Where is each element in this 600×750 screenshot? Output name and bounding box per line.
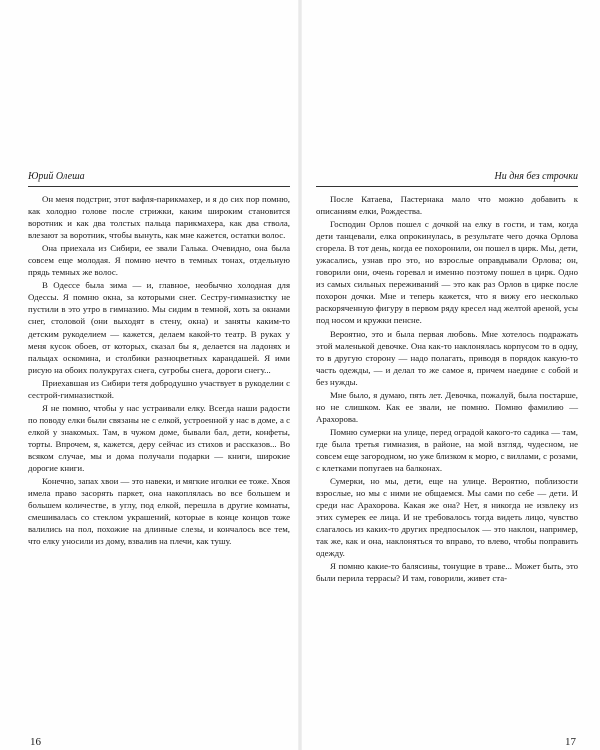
left-paragraph: Я не помню, чтобы у нас устраивали елку. Всегда наши радости по поводу елки были связаны не с елкой, устроенной у нас в доме, а с елкой у знакомых. Там, в чужом доме, бывали бал, дети, конфеты, торты. Впрочем, я, кажется, деру сейчас из стихов и рассказов... Во всяком случае, мы и дома получали подарки — книги, широкие дорогие книги.: [28, 402, 290, 474]
left-paragraph: Конечно, запах хвои — это навеки, и мягкие иголки ее тоже. Хвоя имела право засорять паркет, она накоплялась во все большем и большем количестве, в углу, под елкой, перешла в другие комнаты, смешивалась со стеклом украшений, которые в конце концов тоже валились на пол, похожие на длинные слезы, и кончалось все тем, что елку уносили из дому, взвалив на плечи, как тушу.: [28, 476, 290, 547]
left-page-number: 16: [30, 736, 41, 748]
right-paragraph: Я помню какие-то балясины, тонущие в траве... Может быть, это были перила террасы? И там, говорили, живет ста-: [316, 561, 578, 584]
right-running-header: [316, 170, 578, 187]
right-paragraph: Вероятно, это и была первая любовь. Мне хотелось подражать этой маленькой девочке. Она как-то наклонялась корпусом то в одну, то в другую сторону — надо полагать, приводя в порядок какую-то часть одежды, — и делал то же самое я, причем наедине с собой и без нужды.: [316, 328, 578, 387]
left-paragraph: Он меня подстриг, этот вафля-парикмахер, и я до сих пор помню, как холодно голове после стрижки, каким широким становится воротник и как два толстых пальца парикмахера, как два ствола, влезают за воротник, чтобы вынуть, как мне кажется, остатки волос.: [28, 194, 290, 241]
right-page-text: [316, 193, 578, 585]
right-page: [316, 170, 578, 748]
right-page-number: 17: [565, 736, 576, 748]
book-gutter: [298, 0, 302, 750]
right-paragraph: Помню сумерки на улице, перед оградой какого-то садика — там, где была третья гимназия, в районе, на мой взгляд, чудесном, не совсем еще загородном, но уже близком к морю, с виллами, с розами, с клетками попугаев на балконах.: [316, 426, 578, 474]
left-running-header: [28, 170, 290, 187]
right-paragraph: Сумерки, но мы, дети, еще на улице. Вероятно, поблизости взрослые, но мы с ними не общаемся. Мы сами по себе — дети. И среди нас Арахорова. Какая же она? Нет, я никогда не извлеку из этих сумерек ее лица. И не требовалось тогда видеть лицо, чувство слагалось из каких-то других предпосылок — это наклон, например, так же, как и она, наклоняться то вправо, то влево, чтобы поправить одежду.: [316, 476, 578, 559]
left-running-head-text: Юрий Олеша: [28, 171, 85, 182]
right-paragraph: Господин Орлов пошел с дочкой на елку в гости, и там, когда дети танцевали, елка опрокинулась, в результате чего дочка Орлова сгорела. В тот день, когда ее похоронили, он пошел в цирк. Мы, дети, ужасались, узнав про это, но взрослые оправдывали Орлова; он, говорили они, очень горевал и именно поэтому пошел в цирк. Одно из самых сильных переживаний — это как раз Орлов в цирке после похорон дочки. Мне и теперь кажется, что я вижу его несколько раскоряченную фигуру в первом ряду кресел над желтой ареной, усы под носом и кружки пенсне.: [316, 219, 578, 326]
right-running-head-text: Ни дня без строчки: [494, 171, 578, 182]
left-page: [28, 170, 290, 748]
left-paragraph: Она приехала из Сибири, ее звали Галька. Очевидно, она была совсем еще молодая. Я помню нечто в темных тонах, отдельную прядь темных же волос.: [28, 243, 290, 278]
right-paragraph: Мне было, я думаю, пять лет. Девочка, пожалуй, была постарше, но не слишком. Как ее звали, не помню. Помню фамилию — Арахорова.: [316, 389, 578, 424]
right-paragraph: После Катаева, Пастернака мало что можно добавить к описаниям елки, Рождества.: [316, 194, 578, 217]
left-paragraph: В Одессе была зима — и, главное, необычно холодная для Одессы. Я помню окна, за которыми снег. Сестру-гимназистку не пустили в это утро в гимназию. Мы сидим в темной, хоть за окнами снег, столовой (они выходят в стену, окна) и заняты каким-то детским рукоделием — кажется, делаем какой-то театр. В руках у меня кусок обоев, от которых, сказал бы я, делается на ладонях и пальцах оскомина, и столбики разноцветных карандашей. Я ими рисую на обоих полукругах снега, сугробы снега, дороги снегу...: [28, 280, 290, 375]
left-paragraph: Приехавшая из Сибири тетя добродушно участвует в рукоделии с сестрой-гимназисткой.: [28, 377, 290, 400]
left-page-text: [28, 193, 290, 547]
